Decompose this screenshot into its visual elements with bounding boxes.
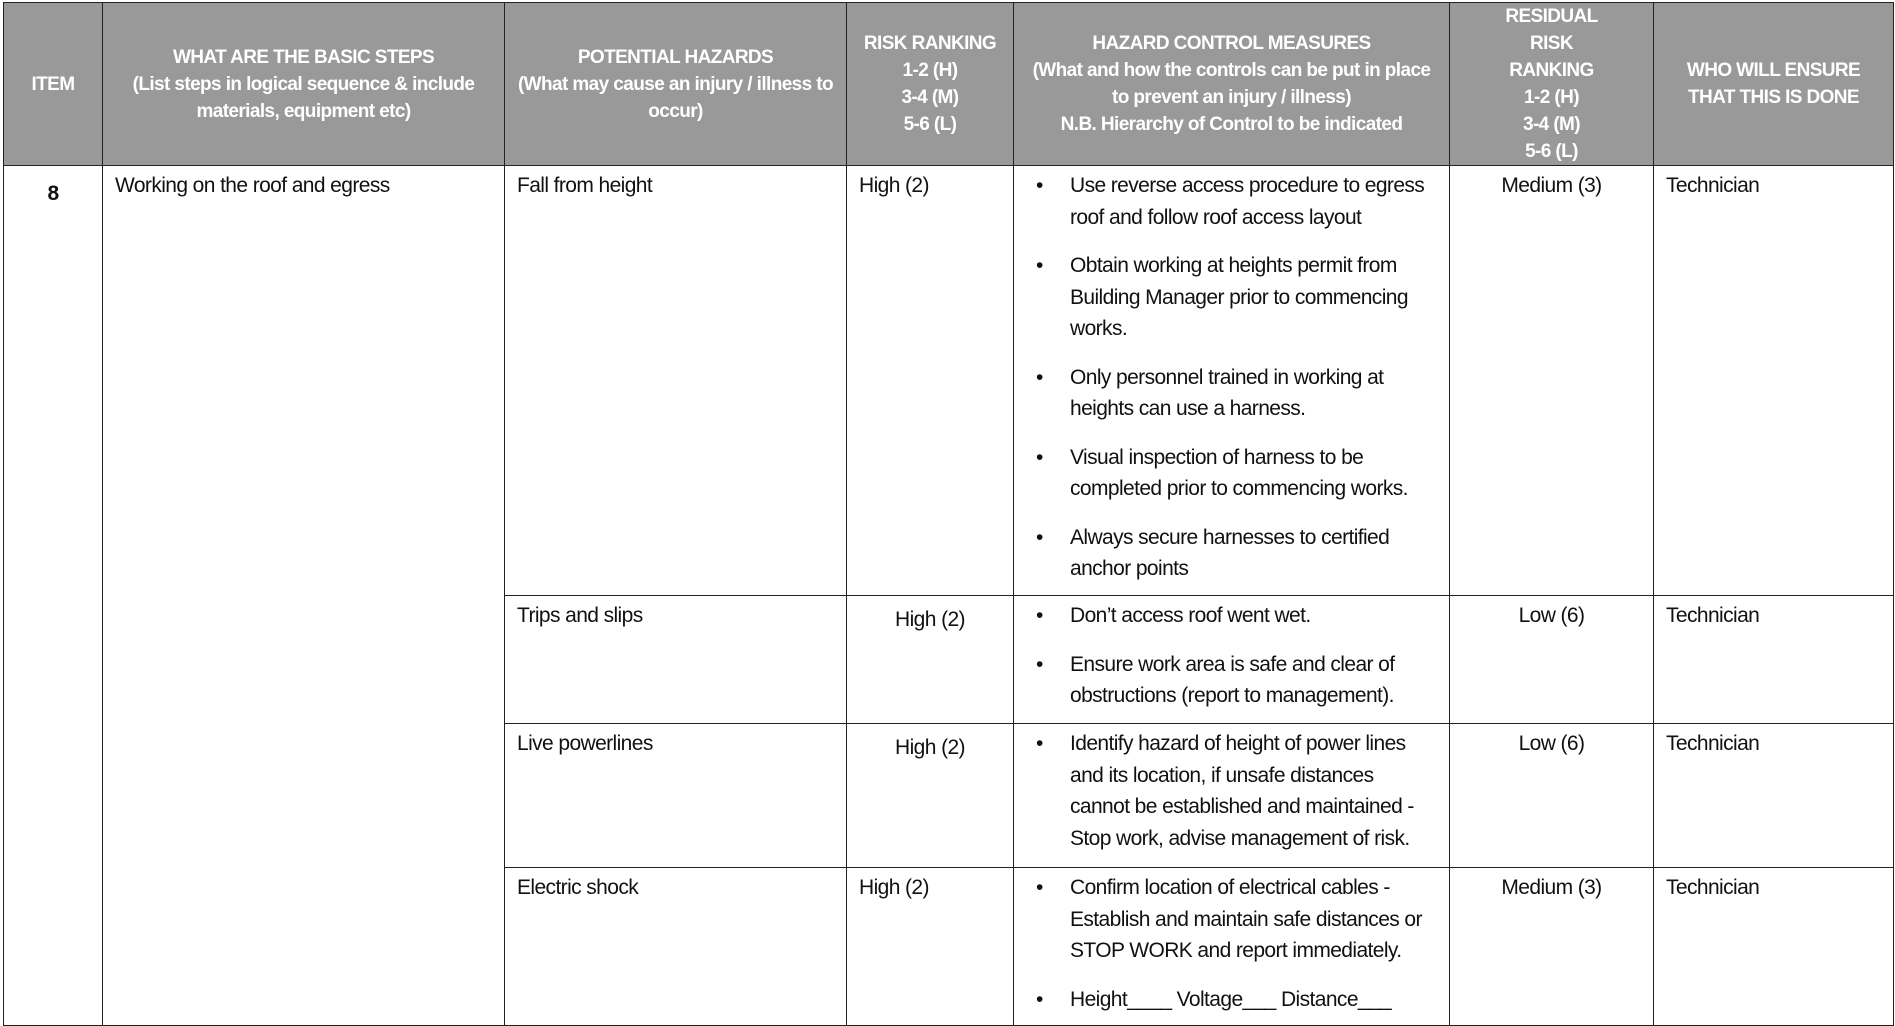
header-risk-title: RISK RANKING [863, 33, 997, 54]
header-residual [1450, 3, 1654, 166]
header-residual-m: 3-4 (M) [1522, 114, 1581, 135]
bullet-icon: • [1036, 987, 1043, 1011]
header-steps-sub: (List steps in logical sequence & include materials, equipment etc) [132, 73, 475, 122]
header-residual-l: 5-6 (L) [1525, 141, 1578, 162]
risk-cell: High (2) [847, 724, 1014, 868]
header-hazards-title: POTENTIAL HAZARDS [577, 46, 774, 68]
header-residual-title: RESIDUAL RISK RANKING [1505, 6, 1598, 81]
hazard-cell: Electric shock [505, 868, 847, 1026]
hazard-cell: Fall from height [505, 166, 847, 596]
residual-cell: Low (6) [1450, 596, 1654, 724]
control-measure [1026, 170, 1437, 233]
controls-cell [1014, 724, 1450, 868]
item-number: 8 [4, 166, 103, 1026]
control-text: Use reverse access procedure to egress roof and follow roof access layout [1070, 174, 1425, 229]
control-measure [1026, 984, 1437, 1016]
header-steps [103, 3, 505, 166]
control-text: Ensure work area is safe and clear of obstructions (report to management). [1070, 652, 1395, 707]
table-row [4, 166, 1894, 596]
header-steps-title: WHAT ARE THE BASIC STEPS [172, 46, 435, 68]
header-controls-title: HAZARD CONTROL MEASURES [1092, 33, 1371, 54]
control-text: Identify hazard of height of power lines and its location, if unsafe distances cannot be established and maintained - Stop work, advise management of risk. [1070, 732, 1414, 850]
who-cell: Technician [1654, 868, 1894, 1026]
header-who-title: WHO WILL ENSURE THAT THIS IS DONE [1686, 60, 1861, 108]
residual-cell: Medium (3) [1450, 868, 1654, 1026]
risk-cell: High (2) [847, 868, 1014, 1026]
who-cell: Technician [1654, 166, 1894, 596]
control-measure [1026, 872, 1437, 967]
control-measure [1026, 442, 1437, 505]
control-measure [1026, 728, 1437, 854]
header-residual-h: 1-2 (H) [1524, 87, 1579, 108]
hazard-cell: Live powerlines [505, 724, 847, 868]
basic-step: Working on the roof and egress [103, 166, 505, 1026]
control-text: Only personnel trained in working at heights can use a harness. [1070, 365, 1384, 420]
header-hazards-sub: (What may cause an injury / illness to occur) [517, 73, 834, 122]
bullet-icon: • [1036, 652, 1043, 676]
header-controls [1014, 3, 1450, 166]
header-row [4, 3, 1894, 166]
control-measure [1026, 600, 1437, 632]
residual-cell: Medium (3) [1450, 166, 1654, 596]
control-text: Visual inspection of harness to be completed prior to commencing works. [1070, 445, 1408, 500]
header-hazards [505, 3, 847, 166]
control-measure [1026, 250, 1437, 345]
header-item: ITEM [4, 3, 103, 166]
bullet-icon: • [1036, 525, 1043, 549]
header-controls-note: N.B. Hierarchy of Control to be indicated [1060, 114, 1403, 135]
control-measure [1026, 522, 1437, 585]
header-risk-h: 1-2 (H) [902, 60, 958, 81]
header-who [1654, 3, 1894, 166]
control-text: Confirm location of electrical cables - Establish and maintain safe distances or STOP WORK and report immediately. [1070, 876, 1422, 962]
controls-cell [1014, 166, 1450, 596]
control-text: Always secure harnesses to certified anchor points [1070, 525, 1390, 580]
header-risk [847, 3, 1014, 166]
header-controls-sub: (What and how the controls can be put in place to prevent an injury / illness) [1032, 60, 1431, 108]
control-measure [1026, 649, 1437, 712]
bullet-icon: • [1036, 445, 1043, 469]
controls-cell [1014, 868, 1450, 1026]
control-text: Height____ Voltage___ Distance___ [1070, 987, 1392, 1011]
header-risk-l: 5-6 (L) [903, 114, 957, 135]
risk-cell: High (2) [847, 166, 1014, 596]
bullet-icon: • [1036, 174, 1043, 197]
control-measure [1026, 362, 1437, 425]
risk-assessment-table [3, 2, 1894, 1026]
header-risk-m: 3-4 (M) [901, 87, 959, 108]
controls-cell [1014, 596, 1450, 724]
control-text: Obtain working at heights permit from Building Manager prior to commencing works. [1070, 254, 1408, 340]
bullet-icon: • [1036, 365, 1043, 389]
bullet-icon: • [1036, 876, 1043, 899]
who-cell: Technician [1654, 724, 1894, 868]
hazard-cell: Trips and slips [505, 596, 847, 724]
control-text: Don’t access roof went wet. [1070, 604, 1311, 627]
residual-cell: Low (6) [1450, 724, 1654, 868]
bullet-icon: • [1036, 254, 1043, 277]
risk-cell: High (2) [847, 596, 1014, 724]
bullet-icon: • [1036, 732, 1043, 755]
bullet-icon: • [1036, 604, 1043, 627]
who-cell: Technician [1654, 596, 1894, 724]
